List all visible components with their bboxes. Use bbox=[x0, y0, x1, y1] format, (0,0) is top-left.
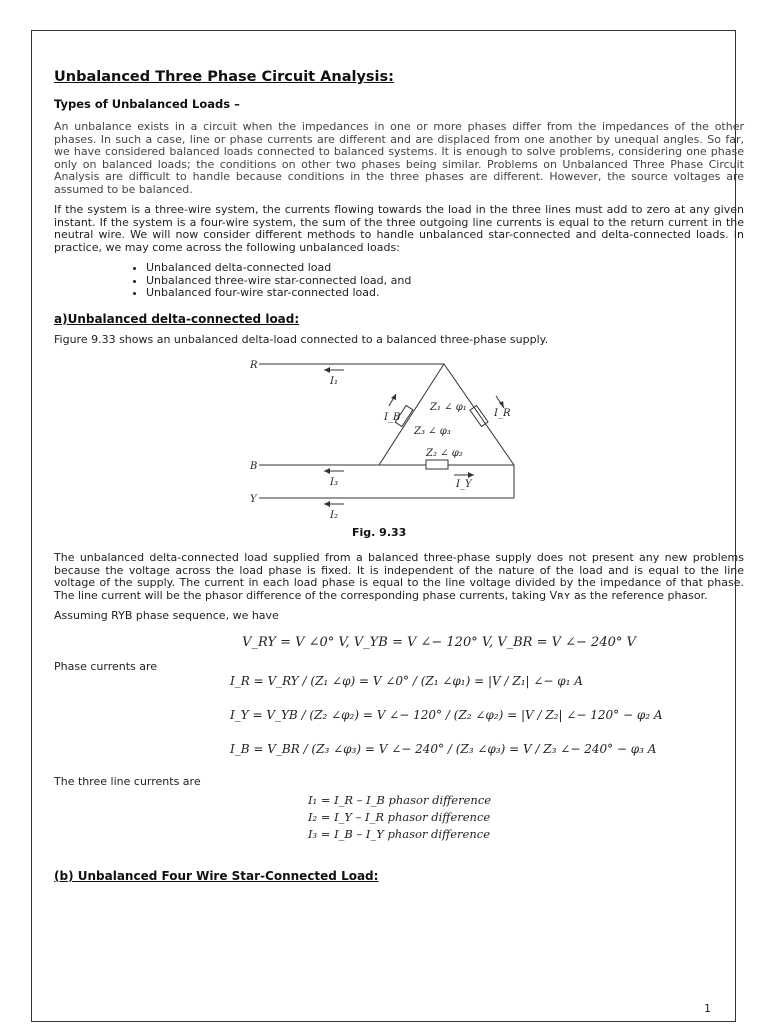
equation-ir: I_R = V_RY / (Z₁ ∠φ) = V ∠0° / (Z₁ ∠φ₁) = |V / Z₁| ∠− φ₁ A bbox=[230, 673, 583, 688]
figure-caption: Fig. 9.33 bbox=[352, 526, 407, 539]
list-item: • Unbalanced three-wire star-connected load, and bbox=[146, 275, 744, 288]
label-z2: Z₂ ∠ φ₂ bbox=[426, 448, 463, 459]
phase-currents-label: Phase currents are bbox=[54, 659, 158, 673]
z1-resistor-icon bbox=[470, 406, 488, 427]
paragraph-systems: If the system is a three-wire system, the currents flowing towards the load in the three lines must add to zero at any given instant. If the system is a four-wire system, the sum of the three outgoing line currents is equal to the return current in the neutral wire. We will now consider different methods to handle unbalanced star-connected and delta-connected loads. In practice, we may come across the following unbalanced loads: bbox=[54, 203, 744, 254]
paragraph-delta-explanation: The unbalanced delta-connected load supplied from a balanced three-phase supply does not present any new problems because the voltage across the load phase is fixed. It is independent of the nature of the load and is equal to the line voltage of the supply. The current in each load phase is equal to the line voltage divided by the impedance of that phase. The line current will be the phasor difference of the corresponding phase currents, taking Vʀʏ as the reference phasor. bbox=[54, 551, 744, 602]
line-currents-label: The three line currents are bbox=[54, 774, 201, 788]
subtitle: Types of Unbalanced Loads – bbox=[54, 97, 240, 111]
equation-i1: I₁ = I_R – I_B phasor difference bbox=[308, 793, 492, 807]
phase-current-equations bbox=[230, 660, 663, 770]
bullet-list bbox=[54, 262, 744, 300]
page bbox=[31, 30, 744, 1022]
phase-currents-block bbox=[54, 660, 744, 770]
equation-iy: I_Y = V_YB / (Z₂ ∠φ₂) = V ∠− 120° / (Z₂ ∠φ₂) = |V / Z₂| ∠− 120° − φ₂ A bbox=[230, 707, 663, 722]
paragraph-ryb: Assuming RYB phase sequence, we have bbox=[54, 609, 279, 622]
label-z3: Z₃ ∠ φ₃ bbox=[414, 426, 451, 437]
label-iy: I_Y bbox=[456, 479, 472, 490]
document-title: Unbalanced Three Phase Circuit Analysis: bbox=[54, 69, 394, 85]
document-body bbox=[54, 69, 744, 891]
paragraph-intro: An unbalance exists in a circuit when the impedances in one or more phases differ from the impedances of the other phases. In such a case, line or phase currents are different and are displaced from one another by unequal angles. So far, we have considered balanced loads connected to balanced systems. It is enough to solve problems, considering one phase only on balanced loads; the conditions on other two phases being similar. Problems on Unbalanced Three Phase Circuit Analysis are difficult to handle because conditions in the three phases are different. However, the source voltages are assumed to be balanced. bbox=[54, 120, 744, 196]
figure-9-33 bbox=[54, 350, 744, 540]
label-z1: Z₁ ∠ φ₁ bbox=[430, 402, 467, 413]
arrow-i3-icon bbox=[324, 468, 330, 474]
label-b: B bbox=[250, 461, 258, 472]
list-item: • Unbalanced delta-connected load bbox=[146, 262, 744, 275]
label-i2: I₂ bbox=[330, 510, 338, 521]
equation-voltages: V_RY = V ∠0° V, V_YB = V ∠− 120° V, V_BR = V ∠− 240° V bbox=[242, 634, 636, 650]
section-b-heading: (b) Unbalanced Four Wire Star-Connected Load: bbox=[54, 869, 379, 883]
equation-i3: I₃ = I_B – I_Y phasor difference bbox=[308, 827, 490, 841]
label-r: R bbox=[250, 360, 258, 371]
page-number: 1 bbox=[704, 1002, 711, 1015]
equation-ib: I_B = V_BR / (Z₃ ∠φ₃) = V ∠− 240° / (Z₃ ∠φ₃) = V / Z₃ ∠− 240° − φ₃ A bbox=[230, 741, 657, 756]
z2-resistor-icon bbox=[426, 460, 448, 469]
label-i3: I₃ bbox=[330, 477, 338, 488]
arrow-i2-icon bbox=[324, 501, 330, 507]
label-y: Y bbox=[250, 494, 257, 505]
section-a-heading: a)Unbalanced delta-connected load: bbox=[54, 311, 300, 326]
label-i1: I₁ bbox=[330, 376, 338, 387]
paragraph-figure-ref: Figure 9.33 shows an unbalanced delta-load connected to a balanced three-phase supply. bbox=[54, 332, 549, 346]
equation-i2: I₂ = I_Y – I_R phasor difference bbox=[308, 810, 491, 824]
list-item: • Unbalanced four-wire star-connected load. bbox=[146, 287, 744, 300]
arrow-iy-icon bbox=[468, 472, 474, 478]
label-ib: I_B bbox=[384, 412, 401, 423]
arrow-i1-icon bbox=[324, 367, 330, 373]
line-current-equations bbox=[54, 792, 744, 843]
label-ir: I_R bbox=[494, 408, 511, 419]
